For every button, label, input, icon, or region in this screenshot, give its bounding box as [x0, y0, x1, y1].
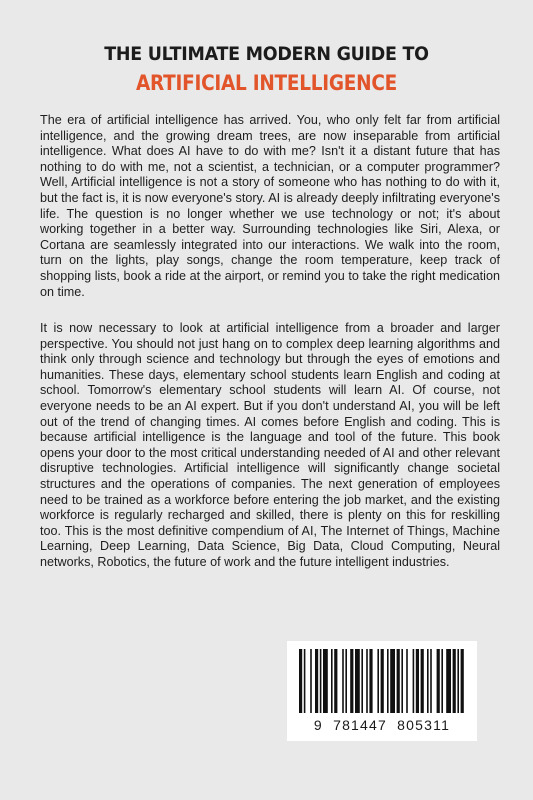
barcode-bar — [421, 649, 424, 713]
barcode-bar — [446, 649, 451, 713]
barcode-bar — [457, 649, 459, 713]
barcode-bar — [430, 649, 432, 713]
blurb-paragraph-1: The era of artificial intelligence has arrived. You, who only felt far from artificial intelligence, and the growing dream trees, are now inseparable from artificial intelligence. What does AI have to do with me? Isn't it a distant future that has nothing to do with me, not a scientist, a technician, or a computer programmer? Well, Artificial intelligence is not a story of someone who has nothing to do with it, but the fact is, it is now everyone's story. AI is already deeply infiltrating everyone's life. The question is no longer whether we use technology or not; it's about working together in a better way. Surrounding technologies like Siri, Alexa, or Cortana are seamlessly integrated into our interactions. We walk into the room, turn on the lights, play songs, change the room temperature, keep track of shopping lists, book a ride at the airport, or remind you to take the right medication on time. — [40, 113, 500, 299]
barcode-bar — [331, 649, 333, 713]
barcode-bar — [315, 649, 318, 713]
barcode-bar — [310, 649, 312, 713]
barcode-bar — [406, 649, 408, 713]
barcode-bar — [397, 649, 400, 713]
barcode-bar — [377, 649, 379, 713]
barcode-bar — [304, 649, 306, 713]
barcode-bar — [355, 649, 360, 713]
barcode-bar — [390, 649, 395, 713]
barcode-bar — [342, 649, 344, 713]
barcode-bar — [387, 649, 389, 713]
barcode-bar — [413, 649, 415, 713]
barcode-bar — [323, 649, 328, 713]
barcode-bar — [381, 649, 384, 713]
barcode-bars — [299, 649, 467, 713]
barcode-bar — [345, 649, 347, 713]
barcode-bar — [461, 649, 464, 713]
barcode-bar — [350, 649, 353, 713]
barcode-bar — [361, 649, 363, 713]
barcode-bar — [334, 649, 337, 713]
barcode-bar — [299, 649, 302, 713]
barcode-bar — [427, 649, 429, 713]
barcode-bar — [437, 649, 440, 713]
barcode-bar — [366, 649, 368, 713]
barcode-bar — [416, 649, 419, 713]
blurb-paragraph-2: It is now necessary to look at artificial intelligence from a broader and larger perspective. You should not just hang on to complex deep learning algorithms and think only through science and technology but through the eyes of emotions and humanities. These days, elementary school students learn English and coding at school. Tomorrow's elementary school students will learn AI. Of course, not everyone needs to be an AI expert. But if you don't understand AI, you will be left out of the trend of changing times. AI comes before English and coding. This is because artificial intelligence is the language and tool of the future. This book opens your door to the most critical understanding needed of AI and other relevant disruptive technologies. Artificial intelligence will significantly change societal structures and the operations of companies. The next generation of employees need to be trained as a workforce before entering the job market, and the existing workforce is regularly recharged and skilled, there is plenty on this for reskilling too. This is the most definitive compendium of AI, The Internet of Things, Machine Learning, Deep Learning, Data Science, Big Data, Cloud Computing, Neural networks, Robotics, the future of work and the future intelligent industries. — [40, 321, 500, 569]
barcode-bar — [320, 649, 322, 713]
isbn-digits: 9 781447 805311 — [313, 717, 451, 733]
isbn-barcode — [287, 641, 477, 741]
barcode-bar — [369, 649, 372, 713]
cover-title-line-1: THE ULTIMATE MODERN GUIDE TO — [104, 43, 429, 65]
cover-title-line-2: ARTIFICIAL INTELLIGENCE — [135, 71, 398, 95]
barcode-bar — [401, 649, 403, 713]
barcode-bar — [441, 649, 443, 713]
barcode-bar — [453, 649, 456, 713]
